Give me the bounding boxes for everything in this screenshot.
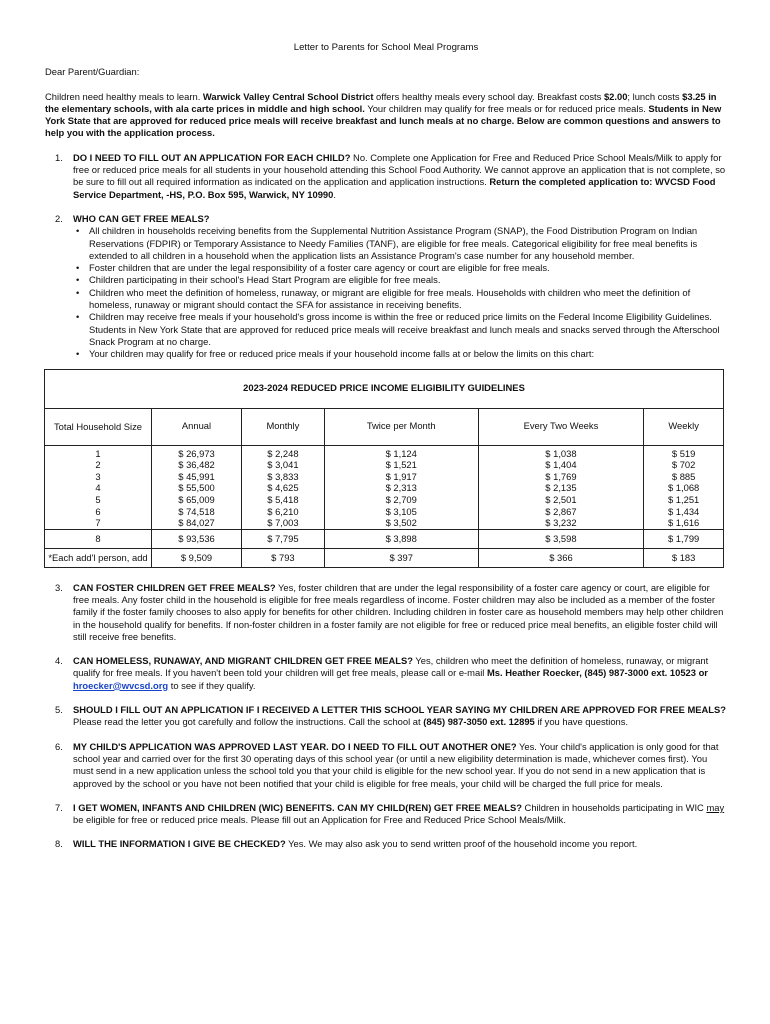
faq-number: 4. [55,655,63,667]
column-header: Annual [152,408,242,445]
faq-answer: Please read the letter you got carefully and follow the instructions. Call the school at [73,716,424,728]
faq-list-continued [45,582,727,851]
annual-cells: $ 26,973 $ 36,482 $ 45,991 $ 55,500 $ 65,009 $ 74,518 $ 84,027 [152,445,242,529]
income-eligibility-table [44,369,724,568]
school-phone: (845) 987-3050 ext. 12895 [423,716,535,728]
faq-question: WHO CAN GET FREE MEALS? [73,212,210,224]
faq-question: CAN FOSTER CHILDREN GET FREE MEALS? [73,581,276,593]
faq-item-3 [45,582,727,643]
email-link[interactable]: hroecker@wvcsd.org [73,679,169,691]
faq-answer: Yes. Your child's application is only good for that school year and carried over for the first 30 operating days of this school year (or until a new eligibility determination is made, whichever comes first). You must send in a new application unless the school told you that your child is eligible for the new school year. If you do not send in a new application that is approved by the school or you have not been notified that your child is eligible for free meals, your child will be charged the full price for meals. [73,740,719,789]
intro-paragraph: Children need healthy meals to learn. Warwick Valley Central School District offers healthy meals every school day. Breakfast costs $2.00; lunch costs $3.25 in the elementary schools, with ala carte prices in middle and high school. Your children may qualify for free meals or for reduced price meals. Students in New York State that are approved for reduced price meals will receive breakfast and lunch meals at no charge. Below are common questions and answers to help you with the application process. [45,90,722,139]
column-header: Twice per Month [324,408,478,445]
faq-question: SHOULD I FILL OUT AN APPLICATION IF I RECEIVED A LETTER THIS SCHOOL YEAR SAYING MY CHILDREN ARE APPROVED FOR FREE MEALS? [73,704,726,716]
list-item: • Your children may qualify for free or reduced price meals if your household income falls at or below the limits on this chart: [73,348,727,360]
table-header-row [45,408,724,445]
faq-item-4: 4. CAN HOMELESS, RUNAWAY, AND MIGRANT CHILDREN GET FREE MEALS? Yes, children who meet the definition of homeless, runaway, or migrant qualify for free meals. If you haven't been told your children will get free meals, please call or e-mail Ms. Heather Roecker, (845) 987-3000 ext. 10523 or hroecker@wvcsd.org to see if they qualify. [55,655,709,691]
table-row: 8 $ 93,536 $ 7,795 $ 3,898 $ 3,598 $ 1,799 [45,529,724,548]
faq-question: WILL THE INFORMATION I GIVE BE CHECKED? [73,838,286,850]
list-item: • Children participating in their school's Head Start Program are eligible for free meals. [73,274,727,286]
breakfast-price: $2.00 [603,90,628,102]
faq-item-6 [45,741,727,790]
list-item: • Foster children that are under the legal responsibility of a foster care agency or court are eligible for free meals. [73,262,727,274]
faq-question: I GET WOMEN, INFANTS AND CHILDREN (WIC) BENEFITS. CAN MY CHILD(REN) GET FREE MEALS? [73,801,522,813]
household-size-cells: 1 2 3 4 5 6 7 [45,445,152,529]
faq-question: CAN HOMELESS, RUNAWAY, AND MIGRANT CHILDREN GET FREE MEALS? [73,655,413,667]
salutation: Dear Parent/Guardian: [45,66,140,78]
list-item: • All children in households receiving benefits from the Supplemental Nutrition Assistance Program (SNAP), the Food Distribution Program on Indian Reservations (FDPIR) or Temporary Assistance to Needy Families (TANF), are eligible for free meals. Categorical eligibility for free meal benefits is extended to all children in a household when the application lists an Assistance Program's case number for any household member. [73,225,727,262]
faq-answer: No. Complete one Application for Free and Reduced Price School Meals/Milk to apply for free or reduced price meals for all students in your household attending this School Food Authority. We cannot approve an application that is not complete, so be sure to fill out all required information as indicated on the application and application instructions. [73,151,726,188]
page-title: Letter to Parents for School Meal Programs [293,42,479,53]
faq-answer: Yes, children who meet the definition of homeless, runaway, or migrant qualify for free meals. If you haven't been told your children will get free meals, please call or e-mail [73,655,709,679]
list-item: • Children may receive free meals if your household's gross income is within the free or reduced price limits on the Federal Income Eligibility Guidelines. Students in New York State that are approved for reduced price meals will receive breakfast and lunch meals and snacks served through the Afterschool Snack Program at no charge. [73,311,727,348]
list-item: • Children who meet the definition of homeless, runaway, or migrant are eligible for free meals. Households with children who meet the definition of homeless, runaway or migrant should contact the SFA for assistance in receiving benefits. [73,287,727,312]
column-header: Weekly [644,408,724,445]
column-header: Total Household Size [45,408,152,445]
contact-info: Ms. Heather Roecker, (845) 987-3000 ext. 10523 or [486,667,708,679]
table-row: *Each add'l person, add $ 9,509 $ 793 $ 397 $ 366 $ 183 [45,548,724,567]
faq-item-7: 7. I GET WOMEN, INFANTS AND CHILDREN (WIC) BENEFITS. CAN MY CHILD(REN) GET FREE MEALS? Children in households participating in WIC may be eligible for free or reduced price meals. Please fill out an Application for Free and Reduced Price School Meals/Milk. [55,801,725,826]
faq-item-2 [45,213,727,361]
faq-list [45,152,727,361]
faq-number: 2. [55,212,63,224]
eligibility-bullets [73,225,727,360]
return-address: Return the completed application to: WVCSD Food Service Department, -HS, P.O. Box 595, Warwick, NY 10990 [73,176,716,200]
faq-number: 8. [55,838,63,850]
faq-question: MY CHILD'S APPLICATION WAS APPROVED LAST YEAR. DO I NEED TO FILL OUT ANOTHER ONE? [73,740,517,752]
column-header: Monthly [242,408,325,445]
faq-answer: Yes, foster children that are under the legal responsibility of a foster care agency or court, are eligible for free meals. Any foster child in the household is eligible for free meals regardless of income. Foster children may also be included as a member of the foster family if the foster family chooses to also apply for benefits for other children. Including children in foster care as household members may help other children in the household qualify for benefits. If non-foster children in a foster family are not eligible for free or reduced price meal benefits, an eligible foster child will still receive free benefits. [73,581,724,642]
letter-page [45,42,727,863]
lunch-price: $3.25 in the elementary schools, with ala carte prices in middle and high school. [45,90,717,114]
faq-item-5: 5. SHOULD I FILL OUT AN APPLICATION IF I RECEIVED A LETTER THIS SCHOOL YEAR SAYING MY CHILDREN ARE APPROVED FOR FREE MEALS? Please read the letter you got carefully and follow the instructions. Call the school at (845) 987-3050 ext. 12895 if you have questions. [55,704,726,728]
monthly-cells: $ 2,248 $ 3,041 $ 3,833 $ 4,625 $ 5,418 $ 6,210 $ 7,003 [242,445,325,529]
faq-number: 3. [55,581,63,593]
faq-item-1: 1. DO I NEED TO FILL OUT AN APPLICATION FOR EACH CHILD? No. Complete one Application for Free and Reduced Price School Meals/Milk to apply for free or reduced price meals for all students in your household attending this School Food Authority. We cannot approve an application that is not complete, so be sure to fill out all required information as indicated on the application and application instructions. Return the completed application to: WVCSD Food Service Department, -HS, P.O. Box 595, Warwick, NY 10990. [55,151,726,200]
weekly-cells: $ 519 $ 702 $ 885 $ 1,068 $ 1,251 $ 1,434 $ 1,616 [644,445,724,529]
faq-answer: Children in households participating in WIC [521,801,707,813]
faq-number: 1. [55,151,63,163]
table-caption: 2023-2024 REDUCED PRICE INCOME ELIGIBILITY GUIDELINES [45,369,724,408]
faq-question: DO I NEED TO FILL OUT AN APPLICATION FOR EACH CHILD? [73,151,351,163]
table-row [45,445,724,529]
reduced-price-note: Students in New York State that are approved for reduced price meals will receive breakfast and lunch meals at no charge. Below are common questions and answers to help you with the application process. [45,102,722,139]
faq-answer: Yes. We may also ask you to send written proof of the household income you report. [285,838,638,850]
district-name: Warwick Valley Central School District [202,90,374,102]
every-two-weeks-cells: $ 1,038 $ 1,404 $ 1,769 $ 2,135 $ 2,501 $ 2,867 $ 3,232 [478,445,644,529]
faq-number: 7. [55,801,63,813]
faq-number: 5. [55,704,63,716]
faq-number: 6. [55,740,63,752]
twice-per-month-cells: $ 1,124 $ 1,521 $ 1,917 $ 2,313 $ 2,709 $ 3,105 $ 3,502 [324,445,478,529]
column-header: Every Two Weeks [478,408,644,445]
faq-item-8 [45,838,727,850]
